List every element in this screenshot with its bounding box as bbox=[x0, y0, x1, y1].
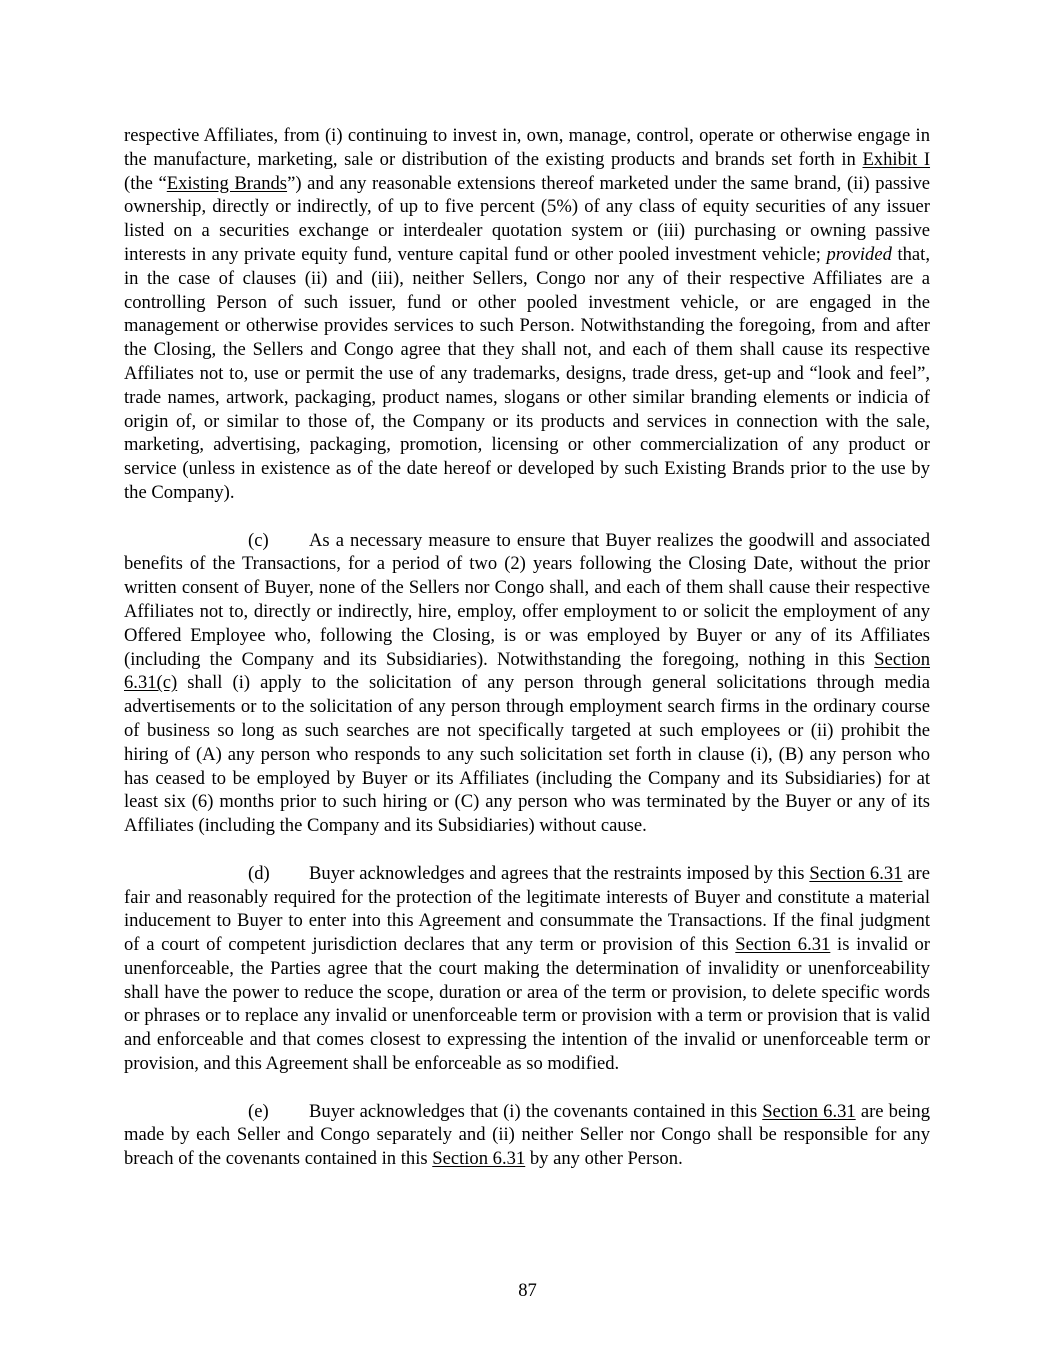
paragraph-label: (c) bbox=[248, 529, 269, 551]
existing-brands-term: Existing Brands bbox=[166, 172, 288, 194]
paragraph-label: (e) bbox=[248, 1100, 269, 1122]
paragraph-text: Buyer acknowledges and agrees that the restraints imposed by this bbox=[309, 862, 810, 884]
paragraph-b-continuation bbox=[124, 124, 930, 505]
section-reference: Section 6.31(c) bbox=[124, 648, 930, 694]
paragraph-text: As a necessary measure to ensure that Buyer realizes the goodwill and associated benefits of the Transactions, for a period of two (2) years following the Closing Date, without the prior written consent of Buyer, none of the Sellers nor Congo shall, and each of them shall cause their respective Affiliates not to, directly or indirectly, hire, employ, offer employment to or solicit the employment of any Offered Employee who, following the Closing, is or was employed by Buyer or any of its Affiliates (including the Company and its Subsidiaries). Notwithstanding the foregoing, nothing in this bbox=[124, 529, 930, 670]
paragraph-e bbox=[124, 1100, 930, 1171]
exhibit-i-reference: Exhibit I bbox=[862, 148, 931, 170]
paragraph-text: ”) and any reasonable extensions thereof marketed under the same brand, (ii) passive ownership, directly or indirectly, of up to five percent (5%) of any class of equity securities of any issuer listed on a securities exchange or interdealer quotation system or (iii) purchasing or owning passive interests in any private equity fund, venture capital fund or other pooled investment vehicle; bbox=[124, 172, 931, 265]
paragraph-c bbox=[124, 529, 930, 838]
paragraph-text: are being made by each Seller and Congo separately and (ii) neither Seller nor Congo shall be responsible for any breach of the covenants contained in this bbox=[124, 1100, 930, 1170]
paragraph-text: are fair and reasonably required for the protection of the legitimate interests of Buyer and constitute a material inducement to Buyer to enter into this Agreement and consummate the Transactions. If the final judgment of a court of competent jurisdiction declares that any term or provision of this bbox=[124, 862, 930, 956]
paragraph-text: that, in the case of clauses (ii) and (iii), neither Sellers, Congo nor any of their respective Affiliates are a controlling Person of such issuer, fund or other pooled investment vehicle, or are engaged in the management or otherwise provides services to such Person. Notwithstanding the foregoing, from and after the Closing, the Sellers and Congo agree that they shall not, and each of them shall cause its respective Affiliates not to, use or permit the use of any trademarks, designs, trade dress, get-up and “look and feel”, trade names, artwork, packaging, product names, slogans or other similar branding elements or indicia of origin of, or similar to those of, the Company or its products and services in connection with the sale, marketing, advertising, packaging, promotion, licensing or other commercialization of any product or service (unless in existence as of the date hereof or developed by such Existing Brands prior to the use by the Company). bbox=[124, 243, 930, 503]
paragraph-text: respective Affiliates, from (i) continuing to invest in, own, manage, control, operate or otherwise engage in the manufacture, marketing, sale or distribution of the existing products and brands set forth in bbox=[124, 125, 930, 170]
section-reference: Section 6.31 bbox=[735, 934, 831, 956]
paragraph-d bbox=[124, 862, 930, 1076]
paragraph-text: (the “ bbox=[124, 172, 167, 194]
section-reference: Section 6.31 bbox=[762, 1100, 856, 1122]
section-reference: Section 6.31 bbox=[432, 1148, 526, 1170]
section-reference: Section 6.31 bbox=[809, 862, 903, 884]
paragraph-text: is invalid or unenforceable, the Parties agree that the court making the determination of invalidity or unenforceability shall have the power to reduce the scope, duration or area of the term or provision, to delete specific words or phrases or to replace any invalid or unenforceable term or provision with a term or provision that is valid and enforceable and that comes closest to expressing the intention of the invalid or unenforceable term or provision, and this Agreement shall be enforceable as so modified. bbox=[124, 934, 930, 1075]
page-number: 87 bbox=[518, 1280, 537, 1301]
paragraph-text: shall (i) apply to the solicitation of any person through general solicitations through media advertisements or to the solicitation of any person through employment search firms in the ordinary course of business so long as such searches are not specifically targeted at such employees or (ii) prohibit the hiring of (A) any person who responds to any such solicitation set forth in clause (i), (B) any person who has ceased to be employed by Buyer or its Affiliates (including the Company and its Subsidiaries) for at least six (6) months prior to such hiring or (C) any person who was terminated by the Buyer or any of its Affiliates (including the Company and its Subsidiaries) without cause. bbox=[124, 672, 930, 837]
paragraph-label: (d) bbox=[248, 862, 270, 884]
paragraph-text: by any other Person. bbox=[525, 1148, 683, 1170]
document-page bbox=[124, 124, 930, 1171]
paragraph-text: Buyer acknowledges that (i) the covenants contained in this bbox=[309, 1100, 763, 1122]
provided-term: provided bbox=[826, 243, 892, 265]
